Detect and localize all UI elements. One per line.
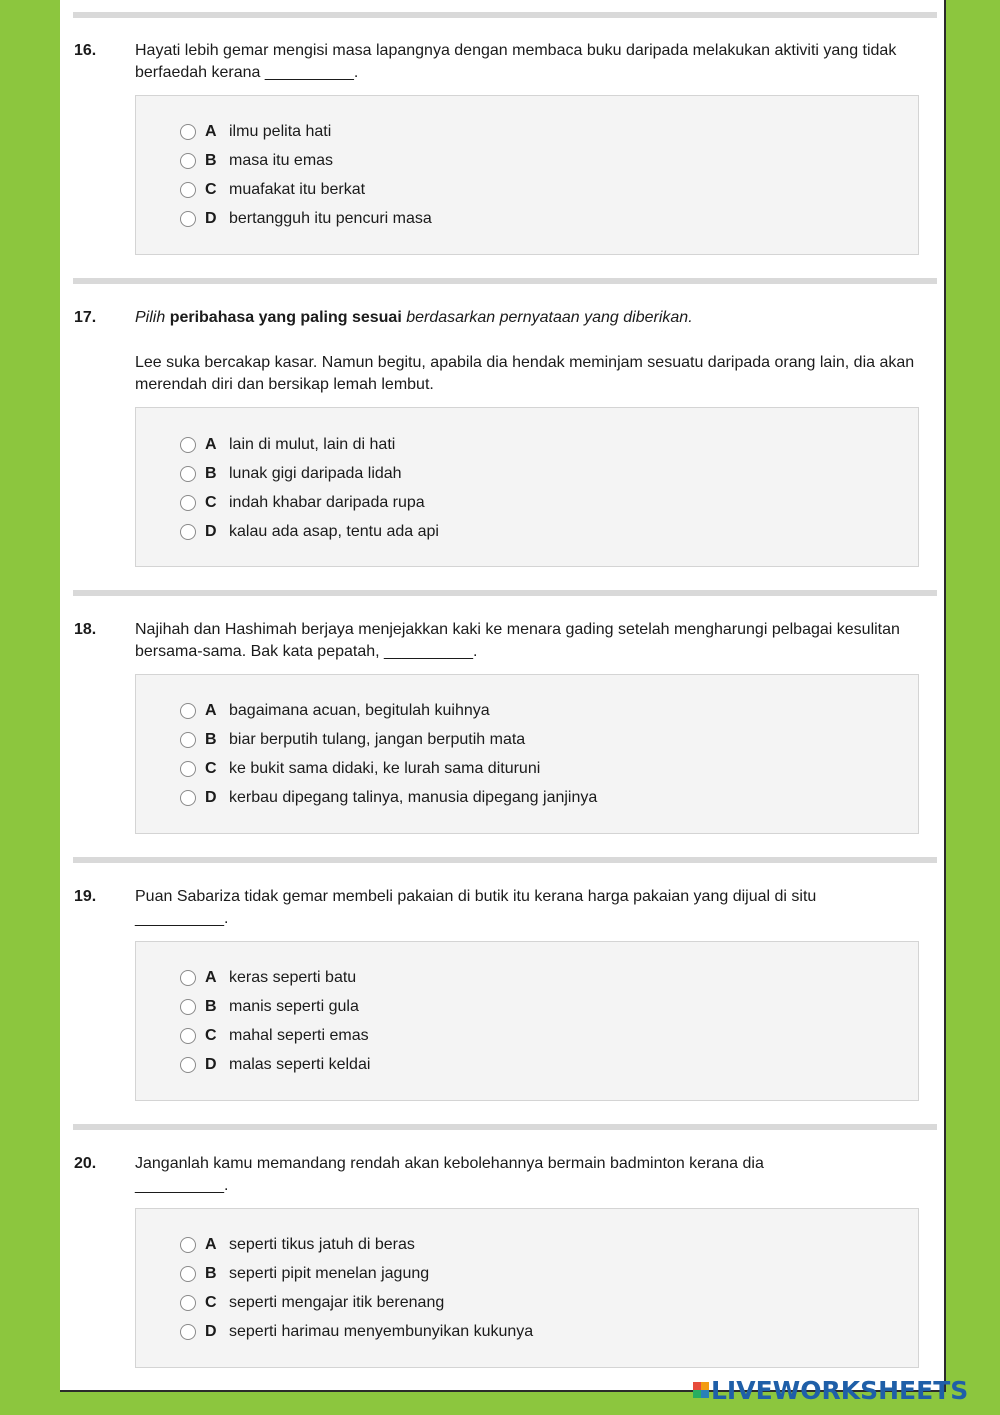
answer-blank: __________. <box>135 910 229 927</box>
option-letter: D <box>205 523 217 540</box>
option-d[interactable] <box>180 520 439 544</box>
option-a[interactable] <box>180 433 395 457</box>
option-letter: B <box>205 731 217 748</box>
option-text: lunak gigi daripada lidah <box>229 465 402 482</box>
option-letter: C <box>205 760 217 777</box>
radio-button[interactable] <box>180 211 196 227</box>
section-divider <box>73 1124 937 1130</box>
option-text: seperti mengajar itik berenang <box>229 1294 445 1311</box>
radio-button[interactable] <box>180 182 196 198</box>
option-text: seperti pipit menelan jagung <box>229 1265 430 1282</box>
question-number: 17. <box>74 309 97 326</box>
section-divider <box>73 857 937 863</box>
option-b[interactable] <box>180 995 359 1019</box>
option-letter: C <box>205 181 217 198</box>
option-letter: A <box>205 969 217 986</box>
section-divider <box>73 12 937 18</box>
option-text: manis seperti gula <box>229 998 359 1015</box>
question-number: 20. <box>74 1155 97 1172</box>
radio-button[interactable] <box>180 1237 196 1253</box>
radio-button[interactable] <box>180 999 196 1015</box>
logo-text: LIVEWORKSHEETS <box>711 1375 969 1405</box>
question-text: Janganlah kamu memandang rendah akan kebolehannya bermain badminton kerana dia <box>135 1155 764 1172</box>
option-text: seperti tikus jatuh di beras <box>229 1236 415 1253</box>
option-text: indah khabar daripada rupa <box>229 494 425 511</box>
options-box <box>135 95 919 255</box>
radio-button[interactable] <box>180 703 196 719</box>
options-box <box>135 941 919 1101</box>
option-text: lain di mulut, lain di hati <box>229 436 396 453</box>
radio-button[interactable] <box>180 1295 196 1311</box>
option-b[interactable] <box>180 149 333 173</box>
options-box <box>135 407 919 567</box>
question-text: Najihah dan Hashimah berjaya menjejakkan kaki ke menara gading setelah mengharungi pelbagai kesulitan bersama-sama. Bak kata pepatah, __________. <box>135 621 900 660</box>
option-letter: A <box>205 123 217 140</box>
option-letter: B <box>205 152 217 169</box>
option-c[interactable] <box>180 757 540 781</box>
radio-button[interactable] <box>180 970 196 986</box>
section-divider <box>73 278 937 284</box>
option-letter: B <box>205 998 217 1015</box>
radio-button[interactable] <box>180 466 196 482</box>
instruction-italic: berdasarkan pernyataan yang diberikan. <box>406 309 693 326</box>
option-letter: B <box>205 1265 217 1282</box>
option-letter: B <box>205 465 217 482</box>
option-b[interactable] <box>180 462 402 486</box>
option-text: seperti harimau menyembunyikan kukunya <box>229 1323 534 1340</box>
option-d[interactable] <box>180 1053 370 1077</box>
question-number: 18. <box>74 621 97 638</box>
option-text: malas seperti keldai <box>229 1056 371 1073</box>
option-letter: D <box>205 789 217 806</box>
option-letter: C <box>205 1027 217 1044</box>
question-instruction <box>135 307 930 329</box>
option-text: bertangguh itu pencuri masa <box>229 210 432 227</box>
option-letter: D <box>205 1323 217 1340</box>
option-text: ke bukit sama didaki, ke lurah sama dituruni <box>229 760 541 777</box>
radio-button[interactable] <box>180 1057 196 1073</box>
option-letter: C <box>205 1294 217 1311</box>
option-b[interactable] <box>180 728 525 752</box>
radio-button[interactable] <box>180 124 196 140</box>
option-letter: D <box>205 1056 217 1073</box>
answer-blank: __________. <box>135 1177 229 1194</box>
option-text: kerbau dipegang talinya, manusia dipegang janjinya <box>229 789 598 806</box>
option-c[interactable] <box>180 491 425 515</box>
option-letter: A <box>205 436 217 453</box>
radio-button[interactable] <box>180 495 196 511</box>
instruction-bold: peribahasa yang paling sesuai <box>169 309 402 326</box>
question-number: 19. <box>74 888 97 905</box>
option-c[interactable] <box>180 178 365 202</box>
options-box <box>135 674 919 834</box>
radio-button[interactable] <box>180 1028 196 1044</box>
option-letter: D <box>205 210 217 227</box>
option-text: bagaimana acuan, begitulah kuihnya <box>229 702 490 719</box>
radio-button[interactable] <box>180 790 196 806</box>
option-text: ilmu pelita hati <box>229 123 332 140</box>
radio-button[interactable] <box>180 437 196 453</box>
option-a[interactable] <box>180 1233 415 1257</box>
question-scenario: Lee suka bercakap kasar. Namun begitu, apabila dia hendak meminjam sesuatu daripada orang lain, dia akan merendah diri dan bersikap lemah lembut. <box>135 354 915 393</box>
right-green-border <box>946 0 1000 1415</box>
option-d[interactable] <box>180 786 597 810</box>
option-d[interactable] <box>180 1320 533 1344</box>
radio-button[interactable] <box>180 1266 196 1282</box>
option-text: keras seperti batu <box>229 969 357 986</box>
instruction-italic: Pilih <box>135 309 166 326</box>
option-text: masa itu emas <box>229 152 334 169</box>
question-text: Hayati lebih gemar mengisi masa lapangnya dengan membaca buku daripada melakukan aktiviti yang tidak berfaedah kerana __________. <box>135 42 897 81</box>
radio-button[interactable] <box>180 1324 196 1340</box>
option-text: kalau ada asap, tentu ada api <box>229 523 439 540</box>
option-a[interactable] <box>180 699 490 723</box>
question-number: 16. <box>74 42 97 59</box>
option-letter: A <box>205 702 217 719</box>
question-text: Puan Sabariza tidak gemar membeli pakaian di butik itu kerana harga pakaian yang dijual di situ <box>135 888 817 905</box>
radio-button[interactable] <box>180 732 196 748</box>
left-green-border <box>0 0 60 1415</box>
option-c[interactable] <box>180 1291 444 1315</box>
option-a[interactable] <box>180 120 331 144</box>
option-text: biar berputih tulang, jangan berputih mata <box>229 731 526 748</box>
radio-button[interactable] <box>180 524 196 540</box>
option-letter: A <box>205 1236 217 1253</box>
option-b[interactable] <box>180 1262 429 1286</box>
option-a[interactable] <box>180 966 356 990</box>
liveworksheets-logo <box>693 1376 968 1404</box>
liveworksheets-logo-icon <box>693 1382 709 1398</box>
option-text: muafakat itu berkat <box>229 181 366 198</box>
section-divider <box>73 590 937 596</box>
options-box <box>135 1208 919 1368</box>
option-c[interactable] <box>180 1024 369 1048</box>
radio-button[interactable] <box>180 153 196 169</box>
radio-button[interactable] <box>180 761 196 777</box>
option-letter: C <box>205 494 217 511</box>
option-text: mahal seperti emas <box>229 1027 369 1044</box>
option-d[interactable] <box>180 207 432 231</box>
